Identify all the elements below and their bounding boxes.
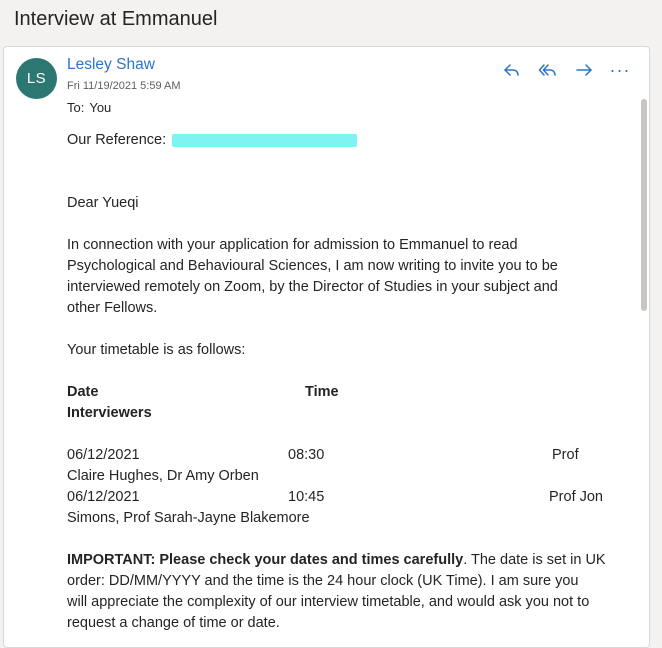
row2-interviewers-a: Prof Jon: [549, 489, 603, 505]
row1-interviewers-b: Claire Hughes, Dr Amy Orben: [67, 468, 259, 484]
to-label: To:: [67, 100, 85, 115]
important-line-3: will appreciate the complexity of our interview timetable, and would ask you not to: [67, 594, 590, 610]
forward-button[interactable]: [573, 59, 595, 81]
row1-date: 06/12/2021: [67, 447, 140, 463]
reply-all-button[interactable]: [537, 59, 559, 81]
row1-interviewers-a: Prof: [552, 447, 579, 463]
header-time: Time: [305, 384, 339, 400]
sender-name[interactable]: Lesley Shaw: [67, 56, 155, 73]
important-line-4: request a change of time or date.: [67, 615, 280, 631]
important-bold: IMPORTANT: Please check your dates and times carefully: [67, 552, 464, 568]
header-date: Date: [67, 384, 99, 400]
row1-time: 08:30: [288, 447, 325, 463]
avatar[interactable]: LS: [16, 58, 57, 99]
para1-line-3: interviewed remotely on Zoom, by the Director of Studies in your subject and: [67, 279, 558, 295]
reference-label: Our Reference:: [67, 132, 167, 148]
greeting: Dear Yueqi: [67, 195, 139, 211]
forward-icon: [574, 60, 594, 80]
reply-icon: [502, 60, 522, 80]
important-line-2: order: DD/MM/YYYY and the time is the 24 hour clock (UK Time). I am sure you: [67, 573, 579, 589]
message-card: [3, 46, 650, 648]
to-value[interactable]: You: [89, 100, 112, 115]
header-interviewers: Interviewers: [67, 405, 152, 421]
message-actions: [501, 59, 631, 81]
scrollbar[interactable]: [641, 99, 647, 311]
row2-date: 06/12/2021: [67, 489, 140, 505]
recipient-line: [67, 100, 111, 115]
row2-interviewers-b: Simons, Prof Sarah-Jayne Blakemore: [67, 510, 310, 526]
redaction-mark: [172, 134, 357, 147]
reply-button[interactable]: [501, 59, 523, 81]
important-rest: . The date is set in UK: [463, 552, 606, 568]
email-subject: Interview at Emmanuel: [14, 8, 218, 30]
row2-time: 10:45: [288, 489, 325, 505]
reference-line: [67, 130, 357, 151]
para1-line-2: Psychological and Behavioural Sciences, I am now writing to invite you to be: [67, 258, 558, 274]
important-line-1: [67, 550, 606, 571]
reply-all-icon: [538, 60, 558, 80]
para1-line-4: other Fellows.: [67, 300, 158, 316]
para1-line-1: In connection with your application for admission to Emmanuel to read: [67, 237, 518, 253]
more-icon[interactable]: ···: [609, 60, 631, 80]
sent-date: Fri 11/19/2021 5:59 AM: [67, 80, 181, 92]
timetable-intro: Your timetable is as follows:: [67, 342, 246, 358]
